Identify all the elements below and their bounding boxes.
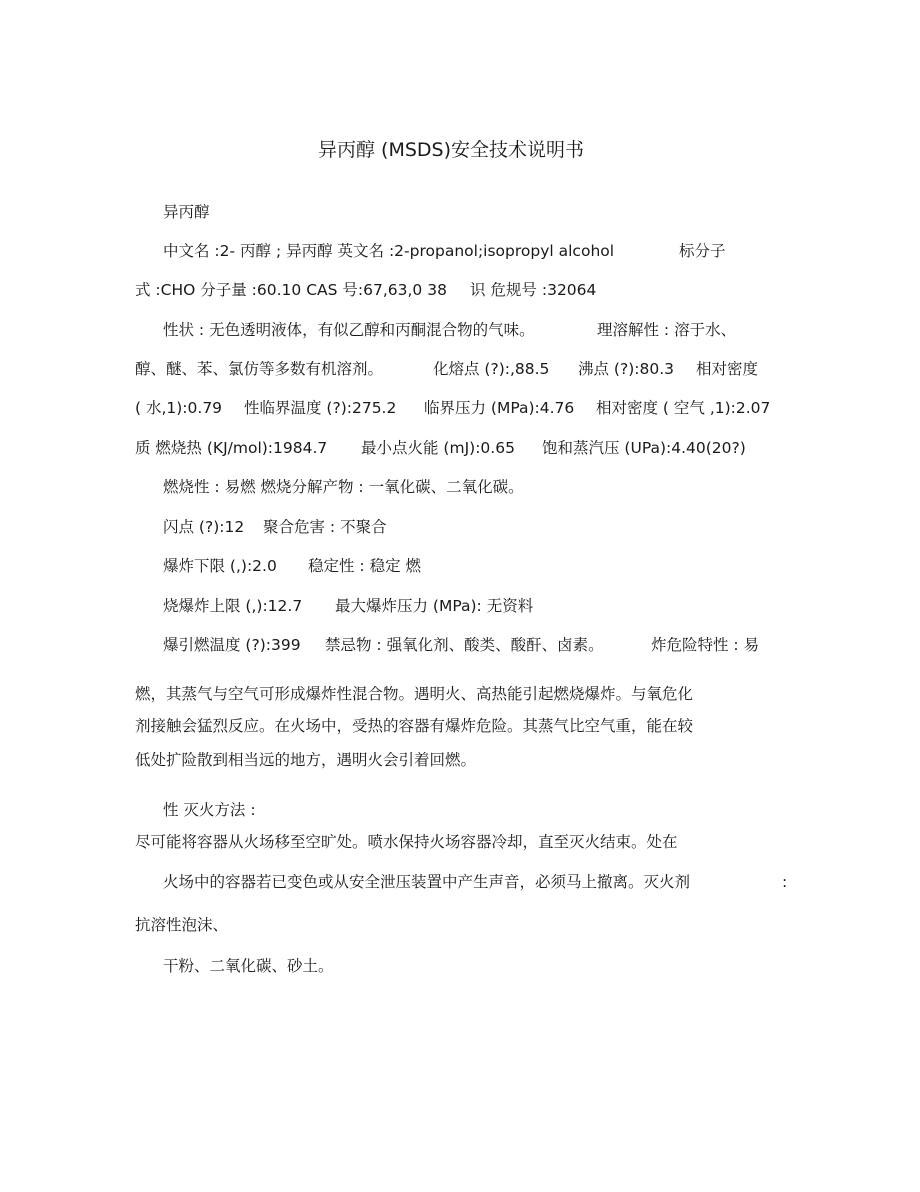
text-line: 性临界温度 (?):275.2 <box>244 399 397 417</box>
text-line: 低处扩险散到相当远的地方，遇明火会引着回燃。 <box>135 751 477 769</box>
text-line: 聚合危害 : 不聚合 <box>263 518 387 536</box>
text-line: 燃烧性 : 易燃 燃烧分解产物 : 一氧化碳、二氧化碳。 <box>163 478 524 496</box>
text-line: 抗溶性泡沫、 <box>135 916 229 934</box>
text-line: 最大爆炸压力 (MPa): 无资料 <box>335 597 534 615</box>
text-line: 相对密度 <box>696 360 759 378</box>
text-line: 爆引燃温度 (?):399 <box>163 636 301 654</box>
text-line: : <box>782 873 788 891</box>
text-line: 炸危险特性 : 易 <box>651 636 760 654</box>
text-line: 爆炸下限 (,):2.0 <box>163 557 277 575</box>
text-line: 性 灭火方法 : <box>163 801 256 819</box>
text-line: 临界压力 (MPa):4.76 <box>424 399 575 417</box>
text-line: 标分子 <box>679 242 726 260</box>
document-title: 异丙醇 (MSDS)安全技术说明书 <box>318 139 585 161</box>
text-line: 干粉、二氧化碳、砂土。 <box>163 957 334 975</box>
text-line: 中文名 :2- 丙醇 ; 异丙醇 英文名 :2-propanol;isopropyl alcohol <box>163 242 615 260</box>
text-line: 质 燃烧热 (KJ/mol):1984.7 <box>135 439 328 457</box>
text-line: 尽可能将容器从火场移至空旷处。喷水保持火场容器冷却，直至灭火结束。处在 <box>135 833 678 851</box>
text-line: 最小点火能 (mJ):0.65 <box>361 439 515 457</box>
text-line: 相对密度 ( 空气 ,1):2.07 <box>596 399 771 417</box>
text-line: 禁忌物 : 强氧化剂、酸类、酸酐、卤素。 <box>325 636 604 654</box>
text-line: 火场中的容器若已变色或从安全泄压装置中产生声音，必须马上撤离。灭火剂 <box>163 873 691 891</box>
text-line: 燃，其蒸气与空气可形成爆炸性混合物。遇明火、高热能引起燃烧爆炸。与氧危化 <box>135 685 694 703</box>
text-line: 饱和蒸汽压 (UPa):4.40(20?) <box>542 439 746 457</box>
text-line: 化熔点 (?):,88.5 <box>433 360 550 378</box>
text-line: 式 :CHO 分子量 :60.10 CAS 号:67,63,0 38 <box>135 281 447 299</box>
text-line: 醇、醚、苯、氯仿等多数有机溶剂。 <box>135 360 384 378</box>
text-line: 稳定性 : 稳定 燃 <box>308 557 422 575</box>
text-line: 剂接触会猛烈反应。在火场中，受热的容器有爆炸危险。其蒸气比空气重，能在较 <box>135 717 694 735</box>
text-line: 理溶解性 : 溶于水、 <box>597 321 737 339</box>
text-line: 烧爆炸上限 (,):12.7 <box>163 597 303 615</box>
text-line: 识 危规号 :32064 <box>470 281 597 299</box>
text-line: 闪点 (?):12 <box>163 518 245 536</box>
text-line: 性状 : 无色透明液体，有似乙醇和丙酮混合物的气味。 <box>163 321 535 339</box>
text-line: 异丙醇 <box>163 203 210 221</box>
text-line: 沸点 (?):80.3 <box>578 360 674 378</box>
text-line: ( 水,1):0.79 <box>135 399 223 417</box>
